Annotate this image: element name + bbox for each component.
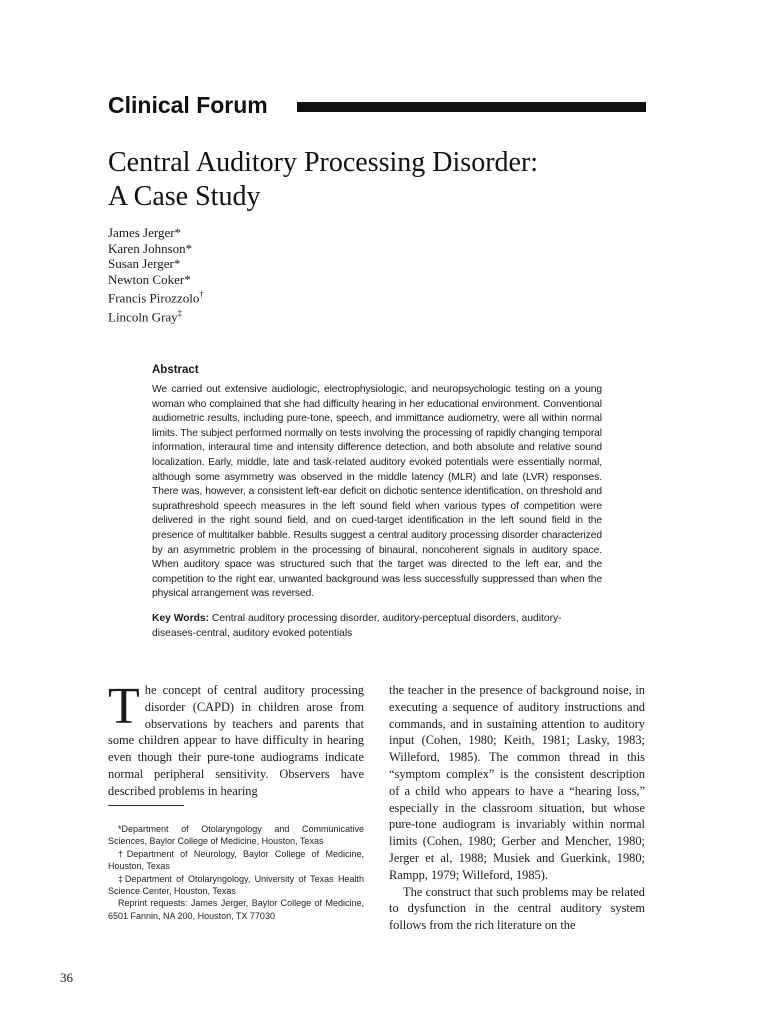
author-name: Lincoln Gray bbox=[108, 309, 178, 325]
footnotes bbox=[108, 823, 364, 922]
abstract-text: We carried out extensive audiologic, electrophysiologic, and neuropsychologic testing on a young woman who complained that she had difficulty hearing in her educational environment. Conventional audiometric results, including pure-tone, speech, and immittance audiometry, were all within normal limits. The subject performed normally on tests involving the processing of rapidly changing temporal information, interaural time and intensity difference detection, and both absolute and relative sound localization. Early, middle, late and task-related auditory evoked potentials were essentially normal, although some asymmetry was observed in the middle latency (MLR) and late (LVR) responses. There was, however, a consistent left-ear deficit on dichotic sentence identification, on threshold and suprathreshold speech measures in the left sound field when various types of competition were delivered in the right sound field, and on cued-target identification in the left sound field in the presence of multitalker babble. Results suggest a central auditory processing disorder characterized by an asymmetric problem in the processing of binaural, noncoherent signals in auditory space. When auditory space was structured such that the target was directed to the left ear, and the competition to the right ear, unwanted background was less successfully suppressed than when the physical arrangement was reversed. bbox=[152, 384, 602, 600]
author-mark: ‡ bbox=[177, 307, 183, 318]
title-line: A Case Study bbox=[108, 181, 261, 212]
abstract bbox=[152, 362, 602, 641]
author-name: Susan Jerger bbox=[108, 256, 174, 271]
footnote: ‡Department of Otolaryngology, University of Texas Health Science Center, Houston, Texas bbox=[108, 873, 364, 897]
author-name: Francis Pirozzolo bbox=[108, 290, 200, 306]
author bbox=[108, 241, 204, 257]
body-column-left bbox=[108, 678, 364, 800]
author bbox=[108, 225, 204, 241]
author-list bbox=[108, 225, 204, 325]
section-title: Clinical Forum bbox=[108, 92, 268, 118]
drop-cap: T bbox=[108, 678, 140, 735]
author bbox=[108, 287, 204, 306]
author bbox=[108, 306, 204, 325]
body-paragraph: the teacher in the presence of background noise, in executing a sequence of auditory instructions and commands, and in sustaining attention to auditory input (Cohen, 1980; Keith, 1981; Lasky, 1983; Willeford, 1985). The common thread in this “symptom complex” is the consistent description of a child who appears to have a “hearing loss,” especially in the classroom situation, but whose pure-tone audiogram is invariably within normal limits (Cohen, 1980; Gerber and Mencher, 1980; Jerger et al, 1988; Musiek and Guerkink, 1980; Rampp, 1979; Willeford, 1985). bbox=[389, 683, 645, 882]
author bbox=[108, 256, 204, 272]
author-mark: * bbox=[184, 271, 191, 287]
keywords bbox=[152, 612, 602, 641]
footnote-rule bbox=[108, 805, 184, 806]
page-number: 36 bbox=[60, 970, 73, 985]
author-name: James Jerger bbox=[108, 225, 175, 240]
body-text: he concept of central auditory processing disorder (CAPD) in children arose from observations by teachers and parents that some children appear to have difficulty in hearing even though their pure-tone audiograms indicate normal peripheral sensitivity. Observers have described problems in hearing bbox=[108, 683, 364, 798]
keywords-label: Key Words: bbox=[152, 612, 210, 624]
section-header bbox=[108, 90, 646, 120]
article-title bbox=[108, 146, 668, 214]
author-name: Newton Coker bbox=[108, 271, 185, 287]
footnote: Reprint requests: James Jerger, Baylor College of Medicine, 6501 Fannin, NA 200, Houston, TX 77030 bbox=[108, 898, 364, 921]
author-mark: * bbox=[173, 256, 181, 271]
keywords-text: Central auditory processing disorder, auditory-perceptual disorders, auditory-diseases-central, auditory evoked potentials bbox=[152, 612, 562, 639]
title-line: Central Auditory Processing Disorder: bbox=[108, 147, 539, 178]
footnote: †Department of Neurology, Baylor College of Medicine, Houston, Texas bbox=[108, 848, 364, 872]
author-name: Karen Johnson bbox=[108, 240, 186, 256]
section-rule bbox=[297, 102, 646, 112]
body-column-right bbox=[389, 682, 645, 934]
footnote: *Department of Otolaryngology and Communicative Sciences, Baylor College of Medicine, Houston, Texas bbox=[108, 824, 364, 847]
abstract-heading: Abstract bbox=[152, 364, 199, 376]
author-mark: * bbox=[185, 240, 193, 256]
author-mark: * bbox=[174, 225, 182, 240]
author bbox=[108, 272, 204, 288]
author-mark: † bbox=[199, 289, 204, 299]
body-paragraph: The construct that such problems may be related to dysfunction in the central auditory system follows from the rich literature on the bbox=[389, 884, 645, 933]
